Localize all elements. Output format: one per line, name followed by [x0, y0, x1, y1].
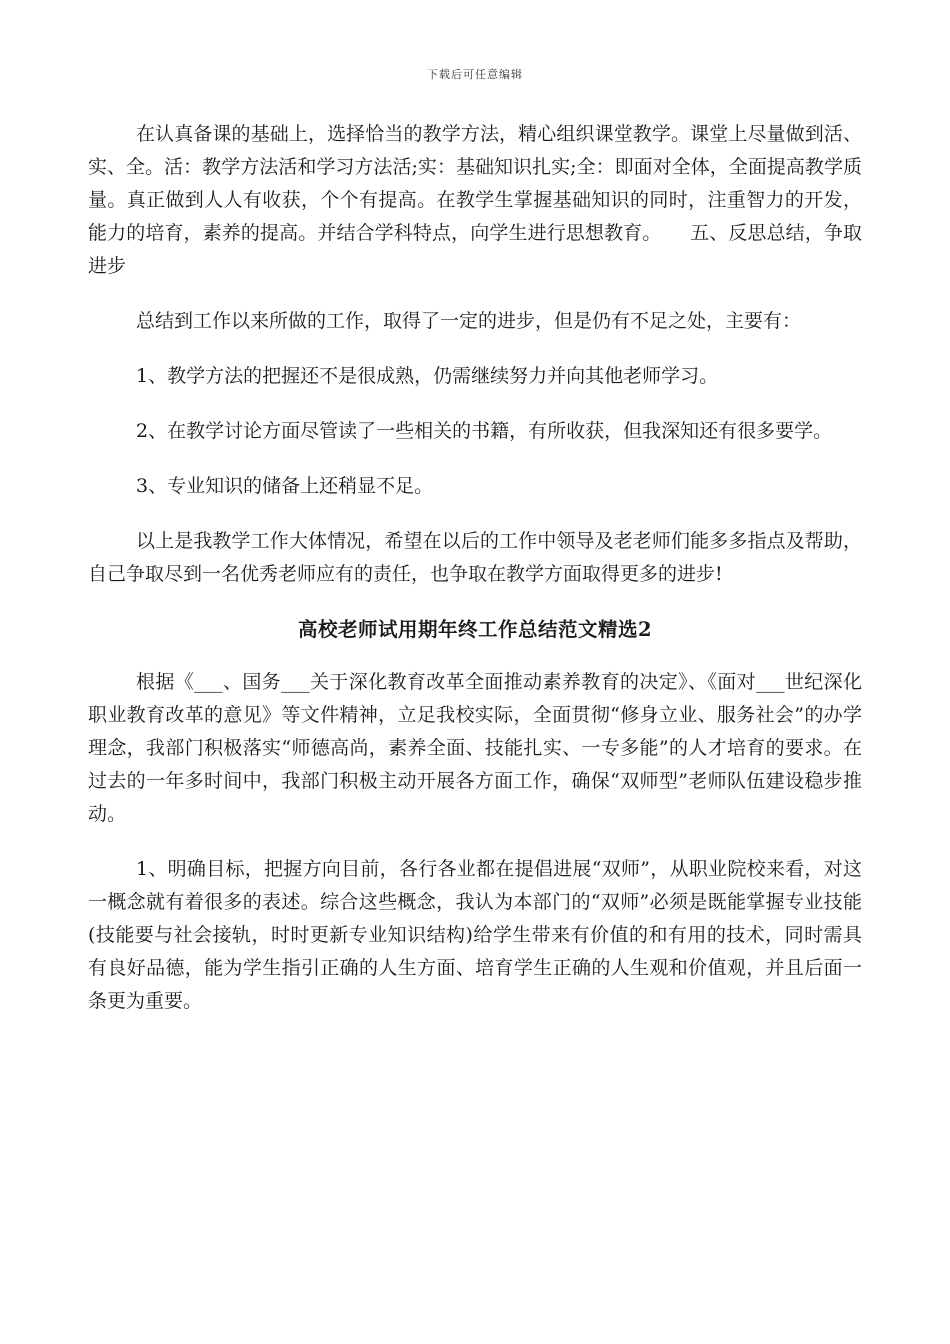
page-header-note: 下载后可任意编辑: [427, 68, 523, 81]
list-item-paragraph: 3、专业知识的储备上还稍显不足。: [136, 475, 434, 497]
paragraph: 根据《___、国务___关于深化教育改革全面推动素养教育的决定》、《面对___世纪深化职业教育改革的意见》等文件精神，立足我校实际，全面贯彻“修身立业、服务社会”的办学理念，我部门积极落实“师德高尚，素养全面、技能扎实、一专多能”的人才培育的要求。在过去的一年多时间中，我部门积极主动开展各方面工作，确保“双师型”老师队伍建设稳步推动。: [88, 671, 862, 825]
list-item-paragraph: 2、在教学讨论方面尽管读了一些相关的书籍，有所收获，但我深知还有很多要学。: [136, 420, 833, 442]
list-item-paragraph: 1、教学方法的把握还不是很成熟，仍需继续努力并向其他老师学习。: [136, 365, 719, 387]
paragraph: 总结到工作以来所做的工作，取得了一定的进步，但是仍有不足之处，主要有：: [136, 310, 802, 332]
paragraph: 以上是我教学工作大体情况，希望在以后的工作中领导及老老师们能多多指点及帮助，自己争取尽到一名优秀老师应有的责任，也争取在教学方面取得更多的进步!: [88, 530, 862, 585]
paragraph: 在认真备课的基础上，选择恰当的教学方法，精心组织课堂教学。课堂上尽量做到活、实、全。活：教学方法活和学习方法活;实：基础知识扎实;全：即面对全体，全面提高教学质量。真正做到人人有收获，个个有提高。在教学生掌握基础知识的同时，注重智力的开发，能力的培育，素养的提高。并结合学科特点，向学生进行思想教育。 五、反思总结，争取进步: [88, 123, 862, 277]
paragraph: 1、明确目标，把握方向目前，各行各业都在提倡进展“双师”，从职业院校来看，对这一概念就有着很多的表述。综合这些概念，我认为本部门的“双师”必须是既能掌握专业技能(技能要与社会接轨，时时更新专业知识结构)给学生带来有价值的和有用的技术，同时需具有良好品德，能为学生指引正确的人生方面、培育学生正确的人生观和价值观，并且后面一条更为重要。: [88, 858, 862, 1012]
section-title: 高校老师试用期年终工作总结范文精选2: [297, 618, 653, 641]
document-body: [88, 118, 862, 1040]
